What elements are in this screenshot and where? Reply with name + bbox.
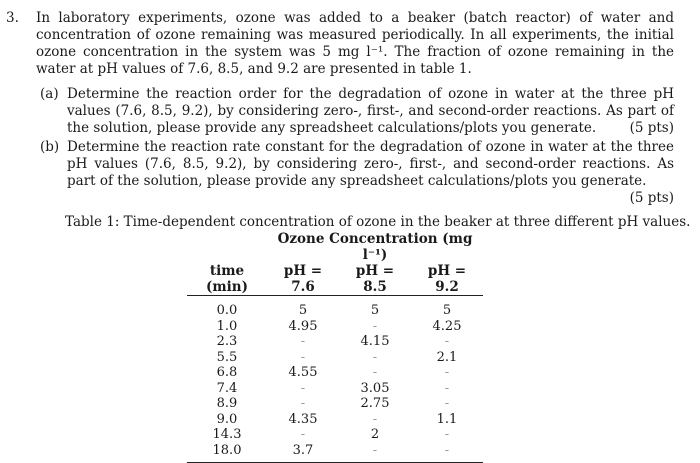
problem-intro: In laboratory experiments, ozone was added to a beaker (batch reactor) of water and concentration of ozone remaining was measured periodically. In all experiments, the initial ozone concentration in the system was 5 mg l⁻¹. The fraction of ozone remaining in the water at pH values of 7.6, 8.5, and 9.2 are presented in table 1. (36, 10, 674, 77)
column-header-ph85: pH = 8.5 (339, 263, 411, 296)
ozone-table (187, 231, 483, 463)
table-row (187, 381, 483, 397)
table-cell: 1.1 (436, 411, 458, 427)
table-cell: - (372, 411, 378, 427)
problem-number: 3. (6, 10, 19, 26)
table-cell: 5.5 (216, 349, 238, 365)
part-b-label: (b) (40, 139, 60, 155)
part-a-points: (5 pts) (629, 120, 674, 136)
table-cell: 3.05 (360, 380, 390, 396)
table-cell: - (300, 380, 306, 396)
table-cell: 4.25 (432, 318, 462, 334)
table-row (187, 334, 483, 350)
part-b-points: (5 pts) (629, 190, 674, 206)
table-caption: Table 1: Time-dependent concentration of ozone in the beaker at three different pH values. (65, 214, 691, 230)
table-cell: 5 (442, 303, 452, 319)
table-cell: 1.0 (216, 318, 238, 334)
table-cell: 0.0 (216, 303, 238, 319)
table-cell: - (300, 349, 306, 365)
part-a (36, 86, 674, 137)
table-cell: - (444, 380, 450, 396)
table-cell: - (372, 365, 378, 381)
table-cell: - (444, 427, 450, 443)
part-a-text: Determine the reaction order for the degradation of ozone in water at the three pH values (7.6, 8.5, 9.2), by considering zero-, first-, and second-order reactions. As part of the solution, please provide any spreadsheet calculations/plots you generate. (67, 86, 674, 136)
table-cell: 9.0 (216, 411, 238, 427)
table-row (187, 350, 483, 366)
table-cell: 4.55 (288, 365, 318, 381)
table-cell: 2.75 (360, 396, 390, 412)
part-b-text: Determine the reaction rate constant for the degradation of ozone in water at the three pH values (7.6, 8.5, 9.2), by considering zero-, first-, and second-order reactions. As part of the solution, please provide any spreadsheet calculations/plots you generate. (67, 139, 674, 189)
table-cell: 6.8 (216, 365, 238, 381)
table-row (187, 412, 483, 428)
table-cell: 4.95 (288, 318, 318, 334)
table-cell: - (372, 349, 378, 365)
table-cell: 18.0 (187, 443, 267, 463)
part-b (36, 139, 674, 207)
table-cell: 2.3 (216, 334, 238, 350)
table-row (187, 365, 483, 381)
table-row (187, 396, 483, 412)
table-cell: - (300, 396, 306, 412)
table-row (187, 427, 483, 443)
table-cell: 3.7 (267, 443, 339, 463)
column-header-ph92: pH = 9.2 (411, 263, 483, 296)
column-header-time: time (min) (187, 263, 267, 296)
table-cell: 8.9 (216, 396, 238, 412)
table-cell: - (444, 396, 450, 412)
table-row (187, 296, 483, 319)
group-header: Ozone Concentration (mg l⁻¹) (277, 231, 473, 263)
table-cell: 7.4 (216, 380, 238, 396)
table-cell: 14.3 (212, 427, 242, 443)
table-cell: 2.1 (436, 349, 458, 365)
column-header-ph76: pH = 7.6 (267, 263, 339, 296)
table-cell: - (444, 365, 450, 381)
table-row (187, 443, 483, 463)
table-cell: 5 (370, 303, 380, 319)
table-cell: - (339, 443, 411, 463)
table-cell: 2 (370, 427, 380, 443)
table-cell: - (300, 427, 306, 443)
table-cell: 5 (298, 303, 308, 319)
table-cell: 4.15 (360, 334, 390, 350)
part-a-label: (a) (40, 86, 59, 102)
table-cell: - (300, 334, 306, 350)
table-cell: - (372, 318, 378, 334)
table-cell: - (444, 334, 450, 350)
table-cell: 4.35 (288, 411, 318, 427)
table-cell: - (411, 443, 483, 463)
table-row (187, 319, 483, 335)
